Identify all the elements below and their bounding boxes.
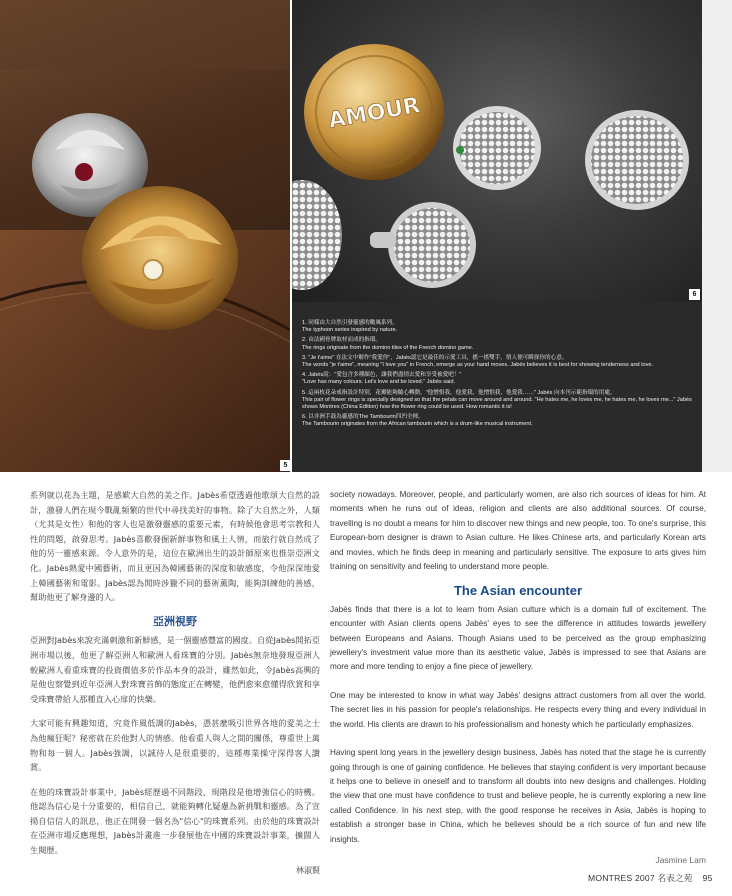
en-paragraph-4: Having spent long years in the jewellery design business, Jabès has noted that the stage he is currently going through is one of gaining confidence. He believes that staying confident is very important because it helps one to believe in oneself and to transform all doubts into new designs and challenges. Holding the view that one must have confidence to trust and believe people, he is currently exploring a new line called Confidence. In his next step, with the good response he receives in Asia, Jabès is hoping to establish a stronger base in China, which he believes should be a rich source of fun and new life insights. — [330, 748, 706, 844]
caption-zh: 3. "Je t'aime" 在法文中解作"我愛你"，Jabès認它是最佳的示愛工具，搖一搖雙手，情人便可瞬探你的心意。 — [302, 354, 568, 361]
flower-rings-photo — [0, 0, 290, 472]
gold-rose-ring — [82, 186, 238, 330]
zh-paragraph-4: 在他的珠寶設計事業中，Jabès經歷過不同階段，現階段是他增強信心的時機。他認為信心是十分重要的，相信自己，就能夠轉化疑慮為新挑戰和靈感。為了宣揚自信信人的訊息，他正在開發一個名為"信心"的珠寶系列。由於他的珠寶設計在亞洲市場反應理想，Jabès計畫進一步發展他在中國的珠寶設計事業，擴闊人生閱歷。 — [30, 786, 320, 856]
amour-gold-ring — [304, 44, 444, 180]
caption-3 — [302, 355, 692, 369]
caption-en: The Tambourin originates from the African tambourin which is a drum-like musical instrument. — [302, 421, 533, 428]
en-paragraph-3: One may be interested to know in what way Jabès' designs attract customers from all over the world. The secret lies in his passion for people's relationships. He respects every thing and every individual in the world. His clients are drawn to his professionalism and honesty which he particularly emphasizes. — [330, 690, 706, 729]
caption-en: This pair of flower rings is specially designed so that the petals can move around and around. "He hates me, he loves me, he hates me, he loves me..." Jabès shows Montres (China Edition) how the flower ring could be used. How romantic it is! — [302, 396, 692, 411]
page-footer — [588, 872, 713, 884]
disc-rings-illustration — [292, 0, 702, 302]
caption-zh: 6. 以非洲手鼓為靈感的The Tambourin四凹全揮。 — [302, 414, 424, 421]
caption-zh: 1. 同樣由大自然引發靈感的颱風系列。 — [302, 320, 398, 326]
en-paragraph-2: Jabès finds that there is a lot to learn from Asian culture which is a domain full of excitement. The encounter with Asian clients opens Jabès' eyes to see the difference in attitudes towards jewellery between Europeans and Asians. Though Asians used to be perceived as the group emphasizing jewellery's investment value more than its aesthetic value, Jabès is impressed to see that Asians are more and more tending to enjoy a fine piece of jewellery. — [330, 604, 706, 672]
caption-2 — [302, 337, 692, 351]
disc-rings-photo — [292, 0, 702, 302]
pave-ring-left — [292, 180, 342, 290]
caption-6 — [302, 414, 692, 428]
caption-5 — [302, 390, 692, 412]
caption-en: The rings originate from the domino tiles of the French domino game. — [302, 344, 474, 351]
flower-rings-illustration — [0, 0, 290, 472]
zh-paragraph-2: 亞洲對Jabès來說充滿刺激和新鮮感，是一個靈感豐富的國度。自從Jabès開拓亞洲市場以後，他更了解亞洲人和歐洲人看珠寶的分別。Jabès無奈地發現亞洲人較歐洲人看重珠寶的投資價值多於作品本身的設計，雖然如此，令Jabès高興的是他也察覺到近年亞洲人對珠寶首飾的態度正在轉變，他們愈來愈懂得欣賞和享受珠寶帶給人那種直入心扉的快樂。 — [30, 635, 320, 704]
en-section-heading: The Asian encounter — [453, 583, 583, 599]
amour-engraving: AMOUR — [326, 93, 422, 134]
zh-paragraph-3: 大家可能有興趣知道，究竟作風低調的Jabès，憑甚麼吸引世界各地的愛美之士為他瘋狂呢？秘密就在於他對人的情感。他看重人與人之間的關係，尊重世上萬物和每一個人。Jabès強調，以誠待人是很重要的，這種專業操守深得客人讚賞。 — [30, 718, 320, 773]
zh-paragraph-1: 系列就以花為主題，是感歎大自然的美之作。Jabès希望透過他歌頌大自然的設計，激發人們在現今戰亂頻繁的世代中尋找美好的事物。除了大自然之外，人類（尤其是女性）和他的客人也是激發靈感的重要元素，有時候他會思考宗教和人性的問題，啟發思考。Jabès喜歡發掘新鮮事物和風土人情，而旅行就自然成了他的另一靈感來源。令人意外的是，這位在歐洲出生的設計師原來也推崇亞洲文化。Jabès熱愛中國藝術，而且更因為韓國藝術的深度和敏感度，令他深深地愛上韓國藝術和電影。Jabès認為閒時涉獵不同的藝術薰陶，能夠訓練他的善感，幫助他更了解身邊的人。 — [30, 490, 320, 603]
photo-number-6: 6 — [689, 289, 700, 300]
chinese-article-column — [30, 488, 320, 878]
caption-zh: 2. 由法國骨牌取材而成的指環。 — [302, 337, 381, 344]
caption-zh: 4. Jabès說："愛包含多種顏色，讓我們盡情去愛和享受被愛吧！" — [302, 372, 462, 379]
caption-4 — [302, 372, 692, 386]
photo-number-5: 5 — [280, 460, 290, 471]
pave-ring-bottom — [370, 202, 476, 288]
zh-author-signature: 林淑賢 — [296, 865, 320, 875]
page-number: 95 — [702, 873, 713, 883]
caption-en: The typhoon series inspired by nature. — [302, 327, 398, 334]
pave-ring-right — [585, 110, 689, 210]
zh-section-heading: 亞洲視野 — [153, 614, 197, 628]
pave-ring-center — [453, 106, 541, 190]
caption-en: The words "je t'aime", meaning "I love you" in French, emerge as your hand moves. Jabès believes it is best for showing tenderness and love. — [302, 362, 654, 369]
caption-zh: 5. 這兩枚花朵戒指設計特別，花瓣能夠隨心轉動，"他憎恨我，他愛我，他憎恨我，他愛我……" Jabès 向本刊示範指環的用處。 — [302, 389, 616, 396]
en-paragraph-1: society nowadays. Moreover, people, and particularly women, are also rich sources of ideas for him. At moments when he runs out of ideas, religion and clients are also additional sources. Of course, travelling is no doubt a means for him to discover new things and new people, too. To one's surprise, this European-born designer is drawn to Asian culture. He likes Chinese arts, and particularly Korean arts and movies, which he finds deep in meaning and particularly sensitive. The exposure to arts gives him training on sensitivity and feeling to understand more people. — [330, 490, 706, 572]
caption-1 — [302, 320, 692, 334]
english-article-column — [330, 488, 706, 867]
photo-captions — [292, 302, 702, 472]
en-author-signature: Jasmine Lam — [655, 854, 706, 865]
magazine-name: MONTRES 2007 名表之苑 — [588, 873, 693, 883]
caption-en: "Love has many colours. Let's love and be loved." Jabès said. — [302, 379, 456, 386]
page-edge-strip — [702, 0, 732, 472]
